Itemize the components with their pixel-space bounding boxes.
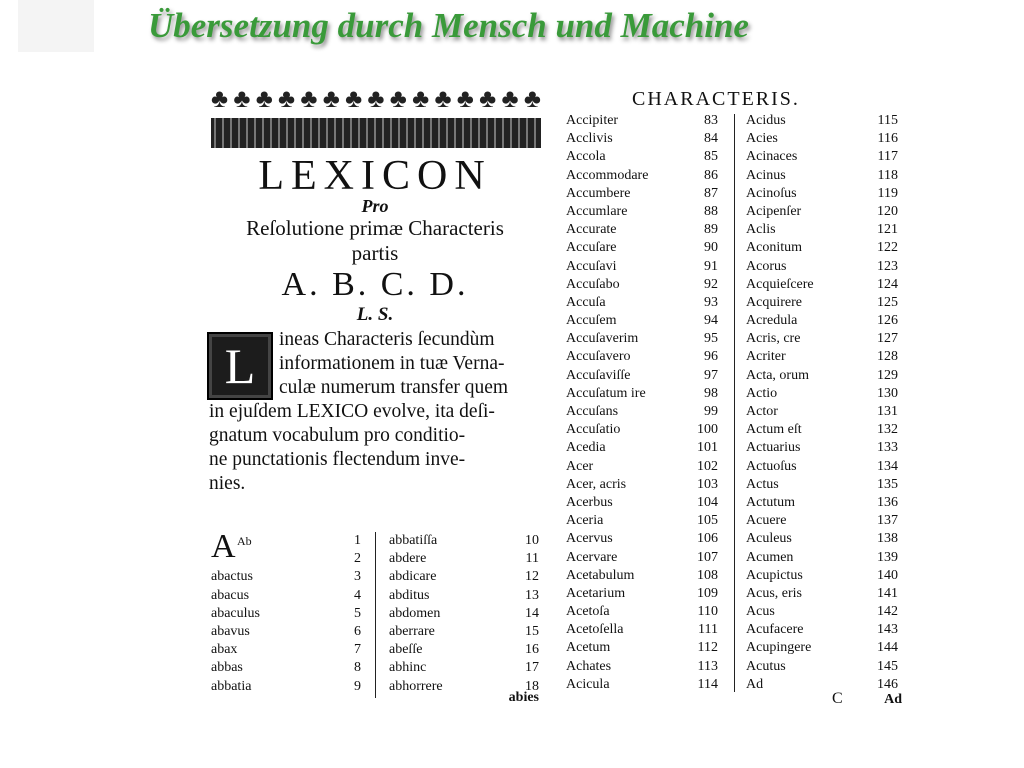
index-number: 88 bbox=[704, 203, 718, 219]
index-word: Acervare bbox=[566, 549, 618, 565]
index-word: Acclivis bbox=[566, 131, 613, 147]
index-word: Acetoſa bbox=[566, 604, 610, 620]
ornament-icon: ♣ bbox=[367, 84, 385, 113]
index-word: Acquirere bbox=[746, 294, 802, 310]
paragraph-line: in ejuſdem LEXICO evolve, ita deſi- bbox=[209, 401, 495, 422]
index-number: 125 bbox=[877, 294, 898, 310]
ornament-icon: ♣ bbox=[233, 84, 251, 113]
index-word: Acipenſer bbox=[746, 203, 802, 219]
index-entry bbox=[211, 587, 361, 605]
index-entry bbox=[566, 276, 718, 294]
column-divider bbox=[734, 114, 735, 692]
index-word: Acuere bbox=[746, 513, 787, 529]
ornament-icon: ♣ bbox=[322, 84, 340, 113]
index-word: Accuſavi bbox=[566, 258, 617, 274]
index-word: Acinus bbox=[746, 167, 786, 183]
index-word: Acerbus bbox=[566, 494, 613, 510]
index-number: 139 bbox=[877, 549, 898, 565]
index-word: Acriter bbox=[746, 349, 786, 365]
index-word: Acris, cre bbox=[746, 331, 801, 347]
index-entry bbox=[746, 585, 898, 603]
left-book-page bbox=[205, 86, 545, 714]
index-word: Accuſatio bbox=[566, 422, 621, 438]
index-entry bbox=[211, 678, 361, 696]
index-number: 8 bbox=[354, 660, 361, 676]
index-word: abeſſe bbox=[389, 642, 423, 658]
index-entry bbox=[389, 641, 539, 659]
index-word: Acta, orum bbox=[746, 367, 809, 383]
index-word: Acicula bbox=[566, 676, 610, 692]
paragraph-line: gnatum vocabulum pro conditio- bbox=[209, 425, 466, 446]
index-word: Actus bbox=[746, 476, 779, 492]
index-number: 10 bbox=[525, 533, 539, 548]
index-entry bbox=[746, 130, 898, 148]
subtitle-line-2: partis bbox=[351, 241, 399, 265]
ornament-icon: ♣ bbox=[523, 84, 541, 113]
index-word: Accola bbox=[566, 149, 606, 165]
index-word: abactus bbox=[211, 569, 253, 585]
index-entry bbox=[566, 494, 718, 512]
index-entry bbox=[566, 367, 718, 385]
index-entry bbox=[746, 112, 898, 130]
index-number: 119 bbox=[877, 185, 898, 201]
index-word: Acetum bbox=[566, 640, 611, 656]
index-number: 123 bbox=[877, 258, 898, 274]
index-word: Ab bbox=[237, 534, 252, 548]
index-number: 89 bbox=[704, 222, 718, 238]
index-word: Acredula bbox=[746, 313, 798, 329]
index-word: Accuſare bbox=[566, 240, 617, 256]
index-number: 103 bbox=[697, 476, 718, 492]
index-number: 11 bbox=[525, 551, 539, 567]
index-number: 120 bbox=[877, 203, 898, 219]
index-number: 106 bbox=[697, 531, 718, 547]
index-number: 124 bbox=[877, 276, 898, 292]
index-word: Actio bbox=[746, 385, 778, 401]
index-word: Acutus bbox=[746, 658, 786, 674]
index-entry bbox=[746, 476, 898, 494]
pro-label: Pro bbox=[361, 196, 389, 216]
index-word: abdicare bbox=[389, 569, 437, 585]
index-word: Accipiter bbox=[566, 113, 619, 128]
index-number: 122 bbox=[877, 240, 898, 256]
index-entry bbox=[746, 203, 898, 221]
index-number: 13 bbox=[525, 587, 539, 603]
index-number: 108 bbox=[697, 567, 718, 583]
index-number: 118 bbox=[877, 167, 898, 183]
index-number: 143 bbox=[877, 622, 898, 638]
corner-logo-box bbox=[18, 0, 94, 52]
index-number: 7 bbox=[354, 642, 361, 658]
ornament-header bbox=[211, 86, 541, 148]
index-number: 2 bbox=[354, 551, 361, 567]
index-entry bbox=[566, 348, 718, 366]
index-number: 140 bbox=[877, 567, 898, 583]
index-word: abbatia bbox=[211, 678, 252, 694]
index-number: 93 bbox=[704, 294, 718, 310]
index-number: 17 bbox=[525, 660, 539, 676]
lexicon-title: LEXICON bbox=[258, 153, 492, 199]
index-entry bbox=[566, 294, 718, 312]
ornament-icon: ♣ bbox=[278, 84, 296, 113]
index-entry bbox=[746, 658, 898, 676]
index-word: Acedia bbox=[566, 440, 606, 456]
index-entry bbox=[211, 550, 361, 568]
index-number: 14 bbox=[525, 605, 539, 621]
ornament-icon: ♣ bbox=[412, 84, 430, 113]
index-word: Accuſa bbox=[566, 294, 606, 310]
initials: L. S. bbox=[356, 304, 394, 325]
index-number: 107 bbox=[697, 549, 718, 565]
index-word: Ad bbox=[746, 676, 764, 692]
index-word: abditus bbox=[389, 587, 430, 603]
index-number: 137 bbox=[877, 513, 898, 529]
index-entry bbox=[746, 421, 898, 439]
index-number: 12 bbox=[525, 569, 539, 585]
drop-cap-letter: L bbox=[207, 332, 273, 400]
index-word: Accuſaverim bbox=[566, 331, 639, 347]
index-word: abbatiſſa bbox=[389, 533, 438, 548]
index-number: 6 bbox=[354, 623, 361, 639]
index-word: Accuſavero bbox=[566, 349, 631, 365]
index-word: abhinc bbox=[389, 660, 427, 676]
ornament-icon: ♣ bbox=[345, 84, 363, 113]
index-entry bbox=[566, 130, 718, 148]
index-number: 116 bbox=[877, 131, 898, 147]
index-number: 16 bbox=[525, 642, 539, 658]
page-heading: Übersetzung durch Mensch und Machine bbox=[148, 6, 749, 45]
index-number: 133 bbox=[877, 440, 898, 456]
index-word: Acetoſella bbox=[566, 622, 624, 638]
index-entry bbox=[566, 549, 718, 567]
index-number: 130 bbox=[877, 385, 898, 401]
index-number: 83 bbox=[704, 113, 718, 128]
index-number: 100 bbox=[697, 422, 718, 438]
index-number: 97 bbox=[704, 367, 718, 383]
ornament-icon: ♣ bbox=[434, 84, 452, 113]
ornament-bar bbox=[211, 118, 541, 148]
ornament-icon: ♣ bbox=[479, 84, 497, 113]
signature-mark: C bbox=[832, 690, 843, 707]
column-divider bbox=[375, 532, 376, 698]
index-number: 94 bbox=[704, 313, 718, 329]
index-entry bbox=[566, 385, 718, 403]
index-entry bbox=[746, 185, 898, 203]
index-number: 99 bbox=[704, 404, 718, 419]
index-word: Acorus bbox=[746, 258, 787, 274]
index-entry bbox=[746, 276, 898, 294]
index-entry bbox=[566, 258, 718, 276]
index-word: abhorrere bbox=[389, 678, 443, 694]
index-number: 131 bbox=[877, 404, 898, 419]
index-number: 85 bbox=[704, 149, 718, 165]
index-word: Acies bbox=[746, 131, 778, 147]
index-word: Acer bbox=[566, 458, 594, 474]
right-catchword: Ad bbox=[884, 692, 902, 707]
index-number: 9 bbox=[354, 678, 361, 694]
index-number: 4 bbox=[354, 587, 361, 603]
paragraph-line: culæ numerum transfer quem bbox=[279, 377, 509, 398]
ornament-icon: ♣ bbox=[211, 84, 229, 113]
right-index-column-2 bbox=[746, 112, 898, 694]
index-number: 128 bbox=[877, 349, 898, 365]
index-entry bbox=[746, 530, 898, 548]
index-number: 5 bbox=[354, 605, 361, 621]
index-word: Accumbere bbox=[566, 185, 631, 201]
paragraph-line: ineas Characteris ſecundùm bbox=[279, 329, 495, 350]
index-entry bbox=[746, 385, 898, 403]
index-number: 1 bbox=[354, 533, 361, 548]
index-number: 98 bbox=[704, 385, 718, 401]
index-entry bbox=[389, 550, 539, 568]
index-entry bbox=[566, 221, 718, 239]
index-word: abaculus bbox=[211, 605, 260, 621]
index-word: Acquieſcere bbox=[746, 276, 814, 292]
index-word: Achates bbox=[566, 658, 612, 674]
right-book-page bbox=[562, 86, 908, 714]
index-entry bbox=[389, 587, 539, 605]
index-entry bbox=[566, 676, 718, 694]
index-word: Aconitum bbox=[746, 240, 802, 256]
index-number: 91 bbox=[704, 258, 718, 274]
index-entry bbox=[566, 239, 718, 257]
section-letter-a: A bbox=[211, 528, 236, 565]
left-catchword: abies bbox=[508, 690, 539, 705]
index-entry bbox=[746, 639, 898, 657]
subtitle bbox=[205, 216, 545, 266]
index-entry bbox=[746, 549, 898, 567]
index-word: abdere bbox=[389, 551, 427, 567]
index-word: Acumen bbox=[746, 549, 794, 565]
index-entry bbox=[211, 659, 361, 677]
index-entry bbox=[389, 568, 539, 586]
index-entry bbox=[746, 330, 898, 348]
index-entry bbox=[211, 605, 361, 623]
index-word: Accuſans bbox=[566, 404, 619, 419]
index-number: 121 bbox=[877, 222, 898, 238]
index-word: abbas bbox=[211, 660, 243, 676]
paragraph-line: nies. bbox=[209, 473, 246, 494]
index-number: 141 bbox=[877, 585, 898, 601]
index-number: 15 bbox=[525, 623, 539, 639]
index-number: 144 bbox=[877, 640, 898, 656]
index-entry bbox=[746, 512, 898, 530]
index-entry bbox=[746, 312, 898, 330]
index-number: 86 bbox=[704, 167, 718, 183]
ornament-icon: ♣ bbox=[501, 84, 519, 113]
left-index-column-1 bbox=[211, 528, 361, 696]
index-word: Accommodare bbox=[566, 167, 649, 183]
index-word: Acinaces bbox=[746, 149, 798, 165]
index-word: Actuarius bbox=[746, 440, 801, 456]
index-number: 95 bbox=[704, 331, 718, 347]
index-entry bbox=[389, 659, 539, 677]
index-word: Aceria bbox=[566, 513, 604, 529]
index-number: 132 bbox=[877, 422, 898, 438]
index-entry bbox=[566, 603, 718, 621]
index-entry bbox=[566, 330, 718, 348]
index-entry bbox=[746, 258, 898, 276]
index-number: 127 bbox=[877, 331, 898, 347]
index-number: 142 bbox=[877, 604, 898, 620]
index-entry bbox=[566, 112, 718, 130]
characteris-title: CHARACTERIS. bbox=[632, 88, 800, 110]
index-entry bbox=[211, 568, 361, 586]
index-entry bbox=[746, 458, 898, 476]
index-entry bbox=[746, 294, 898, 312]
index-entry bbox=[566, 512, 718, 530]
index-entry bbox=[566, 421, 718, 439]
index-number: 136 bbox=[877, 494, 898, 510]
index-entry bbox=[746, 148, 898, 166]
index-word: Acer, acris bbox=[566, 476, 627, 492]
index-number: 92 bbox=[704, 276, 718, 292]
index-entry bbox=[566, 530, 718, 548]
index-word: Acupictus bbox=[746, 567, 803, 583]
index-number: 18 bbox=[525, 678, 539, 694]
index-entry bbox=[746, 621, 898, 639]
ornament-icon: ♣ bbox=[456, 84, 474, 113]
index-number: 105 bbox=[697, 513, 718, 529]
index-number: 87 bbox=[704, 185, 718, 201]
index-number: 115 bbox=[877, 113, 898, 128]
index-entry bbox=[566, 621, 718, 639]
index-entry bbox=[211, 623, 361, 641]
index-word: Acus bbox=[746, 604, 775, 620]
index-number: 134 bbox=[877, 458, 898, 474]
index-entry bbox=[566, 148, 718, 166]
index-word: Accuſatum ire bbox=[566, 385, 646, 401]
left-index-column-2 bbox=[389, 532, 539, 696]
subtitle-line-1: Reſolutione primæ Characteris bbox=[246, 216, 504, 240]
index-entry bbox=[746, 367, 898, 385]
index-word: Accuſem bbox=[566, 313, 617, 329]
index-word: Acufacere bbox=[746, 622, 804, 638]
paragraph-line: informationem in tuæ Verna- bbox=[279, 353, 505, 374]
index-number: 145 bbox=[877, 658, 898, 674]
index-word: Actum eſt bbox=[746, 422, 802, 438]
index-word: Actor bbox=[746, 404, 778, 419]
index-number: 102 bbox=[697, 458, 718, 474]
index-word: Accurate bbox=[566, 222, 617, 238]
index-entry bbox=[566, 312, 718, 330]
index-number: 90 bbox=[704, 240, 718, 256]
index-entry bbox=[746, 567, 898, 585]
index-number: 84 bbox=[704, 131, 718, 147]
index-number: 110 bbox=[697, 604, 718, 620]
index-word: Actutum bbox=[746, 494, 795, 510]
index-number: 138 bbox=[877, 531, 898, 547]
index-entry bbox=[746, 439, 898, 457]
paragraph-line: ne punctationis flectendum inve- bbox=[209, 449, 466, 470]
index-word: Aclis bbox=[746, 222, 776, 238]
index-number: 135 bbox=[877, 476, 898, 492]
index-number: 3 bbox=[354, 569, 361, 585]
index-entry bbox=[566, 585, 718, 603]
index-entry bbox=[389, 623, 539, 641]
index-number: 114 bbox=[697, 676, 718, 692]
index-entry bbox=[389, 532, 539, 550]
index-number: 117 bbox=[877, 149, 898, 165]
letters-heading: A. B. C. D. bbox=[281, 266, 469, 303]
index-number: 96 bbox=[704, 349, 718, 365]
index-word: Actuoſus bbox=[746, 458, 797, 474]
index-number: 146 bbox=[877, 676, 898, 692]
index-entry bbox=[746, 239, 898, 257]
index-entry bbox=[566, 185, 718, 203]
index-entry bbox=[746, 494, 898, 512]
index-entry bbox=[566, 403, 718, 421]
index-entry bbox=[746, 167, 898, 185]
ornament-icon: ♣ bbox=[300, 84, 318, 113]
index-entry bbox=[566, 439, 718, 457]
right-index-column-1 bbox=[566, 112, 718, 694]
ornament-icon: ♣ bbox=[389, 84, 407, 113]
index-word: Acetarium bbox=[566, 585, 626, 601]
index-entry bbox=[566, 476, 718, 494]
index-word: abdomen bbox=[389, 605, 441, 621]
index-word: Accumlare bbox=[566, 203, 628, 219]
index-word: Accuſabo bbox=[566, 276, 620, 292]
index-word: Acidus bbox=[746, 113, 786, 128]
index-word: Acupingere bbox=[746, 640, 812, 656]
index-word: Acinoſus bbox=[746, 185, 797, 201]
index-word: Acetabulum bbox=[566, 567, 635, 583]
index-number: 126 bbox=[877, 313, 898, 329]
index-word: Acus, eris bbox=[746, 585, 802, 601]
index-entry bbox=[566, 203, 718, 221]
index-word: abax bbox=[211, 642, 238, 658]
index-word: abavus bbox=[211, 623, 250, 639]
index-entry bbox=[211, 532, 361, 550]
index-entry bbox=[566, 658, 718, 676]
index-number: 104 bbox=[697, 494, 718, 510]
index-word: abacus bbox=[211, 587, 250, 603]
index-entry bbox=[746, 676, 898, 694]
index-number: 111 bbox=[698, 622, 718, 638]
index-entry bbox=[746, 348, 898, 366]
index-number: 109 bbox=[697, 585, 718, 601]
index-entry bbox=[389, 605, 539, 623]
index-entry bbox=[566, 567, 718, 585]
index-word: aberrare bbox=[389, 623, 435, 639]
index-entry bbox=[746, 603, 898, 621]
index-entry bbox=[566, 167, 718, 185]
index-word: Acervus bbox=[566, 531, 613, 547]
index-entry bbox=[211, 641, 361, 659]
index-number: 129 bbox=[877, 367, 898, 383]
index-entry bbox=[566, 458, 718, 476]
index-word: Accuſaviſſe bbox=[566, 367, 631, 383]
index-number: 101 bbox=[697, 440, 718, 456]
index-number: 113 bbox=[697, 658, 718, 674]
ornament-icon: ♣ bbox=[255, 84, 273, 113]
index-entry bbox=[746, 221, 898, 239]
index-number: 112 bbox=[697, 640, 718, 656]
index-entry bbox=[746, 403, 898, 421]
index-word: Aculeus bbox=[746, 531, 792, 547]
index-entry bbox=[566, 639, 718, 657]
